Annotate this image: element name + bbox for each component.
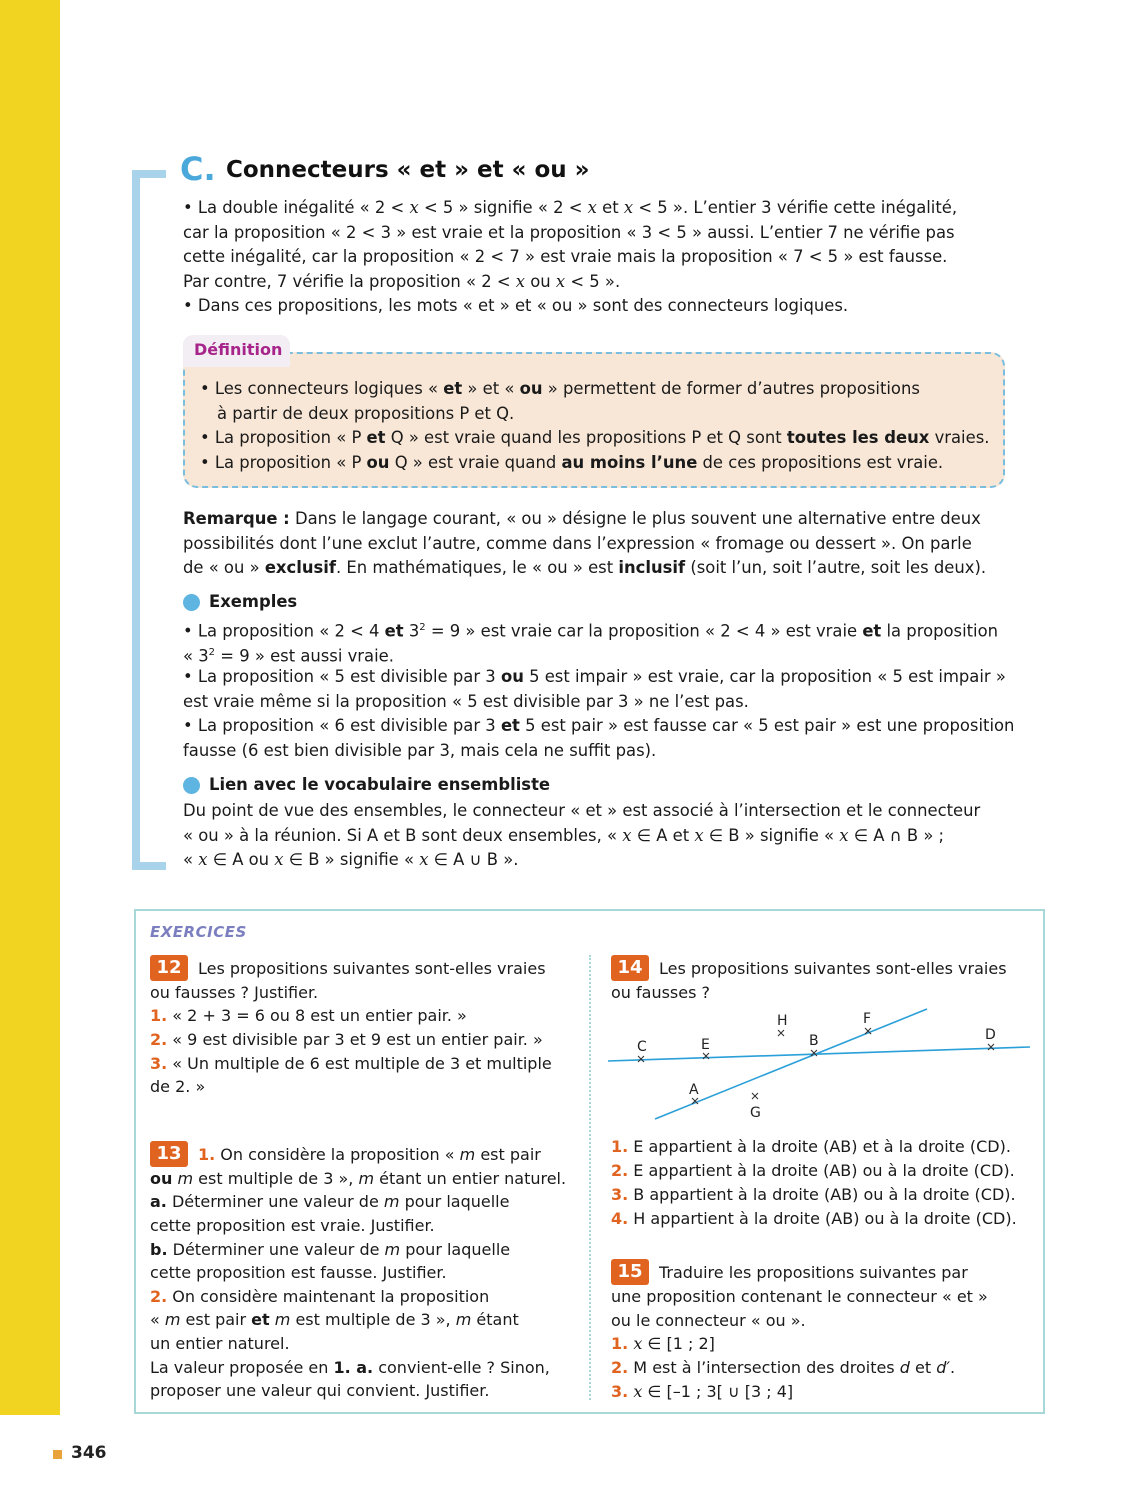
intro-line-1: • La double inégalité « 2 < x < 5 » signifie « 2 < x et x < 5 ». L’entier 3 vérifie cette inégalité, xyxy=(183,198,958,217)
exercise-14-statement xyxy=(611,957,1031,1005)
exercise-12-item-1: 1. « 2 + 3 = 6 ou 8 est un entier pair. » xyxy=(150,1006,467,1025)
exercise-13 xyxy=(150,1143,580,1403)
remark-paragraph xyxy=(183,507,1043,582)
exercise-13-line-6: cette proposition est fausse. Justifier. xyxy=(150,1263,447,1282)
remark-line-2: possibilités dont l’une exclut l’autre, comme dans l’expression « fromage ou dessert ». On parle xyxy=(183,534,972,553)
example-line-3: • La proposition « 5 est divisible par 3 ou 5 est impair » est vraie, car la proposition « 5 est impair » xyxy=(183,667,1006,686)
definition-body xyxy=(200,377,1000,477)
section-bracket-bottom xyxy=(132,862,166,870)
sets-line-3: « x ∈ A ou x ∈ B » signifie « x ∈ A ∪ B ». xyxy=(183,850,519,869)
example-line-6: fausse (6 est bien divisible par 3, mais cela ne suffit pas). xyxy=(183,741,657,760)
definition-line-4: • La proposition « P ou Q » est vraie quand au moins l’une de ces propositions est vraie. xyxy=(200,453,944,472)
remark-line-1: Remarque : Dans le langage courant, « ou » désigne le plus souvent une alternative entre deux xyxy=(183,509,981,528)
sets-line-1: Du point de vue des ensembles, le connecteur « et » est associé à l’intersection et le connecteur xyxy=(183,801,981,820)
exercise-13-line-3: a. Déterminer une valeur de m pour laquelle xyxy=(150,1192,510,1211)
section-title: Connecteurs « et » et « ou » xyxy=(226,157,590,183)
line-cd xyxy=(608,1047,1030,1061)
intro-line-5: • Dans ces propositions, les mots « et » et « ou » sont des connecteurs logiques. xyxy=(183,296,849,315)
sets-paragraph xyxy=(183,799,1043,874)
exercise-13-line-11: proposer une valeur qui convient. Justifier. xyxy=(150,1381,490,1400)
intro-paragraph xyxy=(183,196,1043,320)
point-h-mark xyxy=(778,1030,784,1036)
examples-list xyxy=(183,616,1043,766)
exercise-13-line-5: b. Déterminer une valeur de m pour laquelle xyxy=(150,1240,511,1259)
exercise-14-item-1: 1. E appartient à la droite (AB) et à la droite (CD). xyxy=(611,1137,1011,1156)
examples-bullet-icon xyxy=(183,594,200,611)
exercise-13-line-4: cette proposition est vraie. Justifier. xyxy=(150,1216,435,1235)
sets-bullet-icon xyxy=(183,777,200,794)
definition-line-1: • Les connecteurs logiques « et » et « ou » permettent de former d’autres propositions xyxy=(200,379,920,398)
example-line-5: • La proposition « 6 est divisible par 3 et 5 est pair » est fausse car « 5 est pair » est une proposition xyxy=(183,716,1015,735)
exercise-14-item-2: 2. E appartient à la droite (AB) ou à la droite (CD). xyxy=(611,1161,1015,1180)
exercise-15-line-3: ou le connecteur « ou ». xyxy=(611,1311,806,1330)
exercises-title: EXERCICES xyxy=(150,923,247,941)
point-e-label: E xyxy=(701,1037,710,1053)
page-edge-band xyxy=(0,0,60,1415)
exercise-12 xyxy=(150,957,580,1107)
exercise-14-figure xyxy=(605,1005,1035,1125)
page-number: 346 xyxy=(71,1443,107,1463)
exercise-14-badge: 14 xyxy=(611,955,649,981)
exercise-13-line-1: 1. On considère la proposition « m est pair xyxy=(198,1145,541,1164)
intro-line-4: Par contre, 7 vérifie la proposition « 2 < x ou x < 5 ». xyxy=(183,272,621,291)
section-bracket-side xyxy=(132,170,140,870)
point-c-mark xyxy=(638,1056,644,1062)
point-g-label: G xyxy=(750,1105,761,1121)
exercise-15-line-2: une proposition contenant le connecteur « et » xyxy=(611,1287,988,1306)
exercise-14-items xyxy=(611,1135,1031,1235)
point-h-label: H xyxy=(777,1013,788,1029)
exercise-12-item-2: 2. « 9 est divisible par 3 et 9 est un entier pair. » xyxy=(150,1030,543,1049)
point-d-label: D xyxy=(985,1027,996,1043)
exercise-15 xyxy=(611,1261,1031,1406)
exercise-14-item-4: 4. H appartient à la droite (AB) ou à la droite (CD). xyxy=(611,1209,1017,1228)
point-b-label: B xyxy=(809,1033,819,1049)
exercise-13-line-10: La valeur proposée en 1. a. convient-elle ? Sinon, xyxy=(150,1358,550,1377)
example-line-1: • La proposition « 2 < 4 et $3^2 = 9$ » est vraie car la proposition « 2 < 4 » est vraie et la proposition xyxy=(183,621,999,641)
point-g-mark xyxy=(752,1093,758,1099)
exercise-15-badge: 15 xyxy=(611,1259,649,1285)
intro-line-3: cette inégalité, car la proposition « 2 < 7 » est vraie mais la proposition « 7 < 5 » est fausse. xyxy=(183,247,948,266)
section-letter: C. xyxy=(180,150,216,188)
point-f-label: F xyxy=(863,1011,872,1027)
exercise-13-line-2: ou m est multiple de 3 », m étant un entier naturel. xyxy=(150,1169,567,1188)
exercise-12-item-3-cont: de 2. » xyxy=(150,1077,206,1096)
exercise-13-line-8: « m est pair et m est multiple de 3 », m étant xyxy=(150,1310,519,1329)
exercise-12-item-3: 3. « Un multiple de 6 est multiple de 3 et multiple xyxy=(150,1054,552,1073)
example-line-2: « $3^2 = 9$ » est aussi vraie. xyxy=(183,646,394,666)
remark-line-3: de « ou » exclusif. En mathématiques, le « ou » est inclusif (soit l’un, soit l’autre, soit les deux). xyxy=(183,558,987,577)
exercise-14-item-3: 3. B appartient à la droite (AB) ou à la droite (CD). xyxy=(611,1185,1016,1204)
sets-heading: Lien avec le vocabulaire ensembliste xyxy=(209,775,551,794)
definition-label: Définition xyxy=(194,340,283,359)
exercise-12-line-1: Les propositions suivantes sont-elles vraies xyxy=(198,959,546,978)
point-c-label: C xyxy=(637,1039,647,1055)
exercise-15-item-1: 1. x ∈ [1 ; 2] xyxy=(611,1334,715,1353)
exercises-column-divider xyxy=(589,955,591,1400)
examples-heading: Exemples xyxy=(209,592,298,611)
intro-line-2: car la proposition « 2 < 3 » est vraie et la proposition « 3 < 5 » aussi. L’entier 7 ne vérifie pas xyxy=(183,223,955,242)
exercise-13-line-9: un entier naturel. xyxy=(150,1334,290,1353)
exercise-14-line-1: Les propositions suivantes sont-elles vraies xyxy=(659,959,1007,978)
page-number-marker xyxy=(53,1450,62,1459)
exercise-13-line-7: 2. On considère maintenant la proposition xyxy=(150,1287,490,1306)
sets-line-2: « ou » à la réunion. Si A et B sont deux ensembles, « x ∈ A et x ∈ B » signifie « x ∈ A ∩ B » ; xyxy=(183,826,945,845)
exercise-14-line-2: ou fausses ? xyxy=(611,983,711,1002)
point-d-mark xyxy=(988,1044,994,1050)
exercise-13-badge: 13 xyxy=(150,1141,188,1167)
definition-line-2: à partir de deux propositions P et Q. xyxy=(217,404,515,423)
exercise-15-item-3: 3. x ∈ [–1 ; 3[ ∪ [3 ; 4] xyxy=(611,1382,794,1401)
point-a-label: A xyxy=(689,1082,699,1098)
exercise-15-line-1: Traduire les propositions suivantes par xyxy=(659,1263,968,1282)
example-line-4: est vraie même si la proposition « 5 est divisible par 3 » ne l’est pas. xyxy=(183,692,749,711)
exercise-12-badge: 12 xyxy=(150,955,188,981)
exercise-12-line-2: ou fausses ? Justifier. xyxy=(150,983,319,1002)
exercise-15-item-2: 2. M est à l’intersection des droites d et d′. xyxy=(611,1358,956,1377)
definition-line-3: • La proposition « P et Q » est vraie quand les propositions P et Q sont toutes les deux vraies. xyxy=(200,428,990,447)
